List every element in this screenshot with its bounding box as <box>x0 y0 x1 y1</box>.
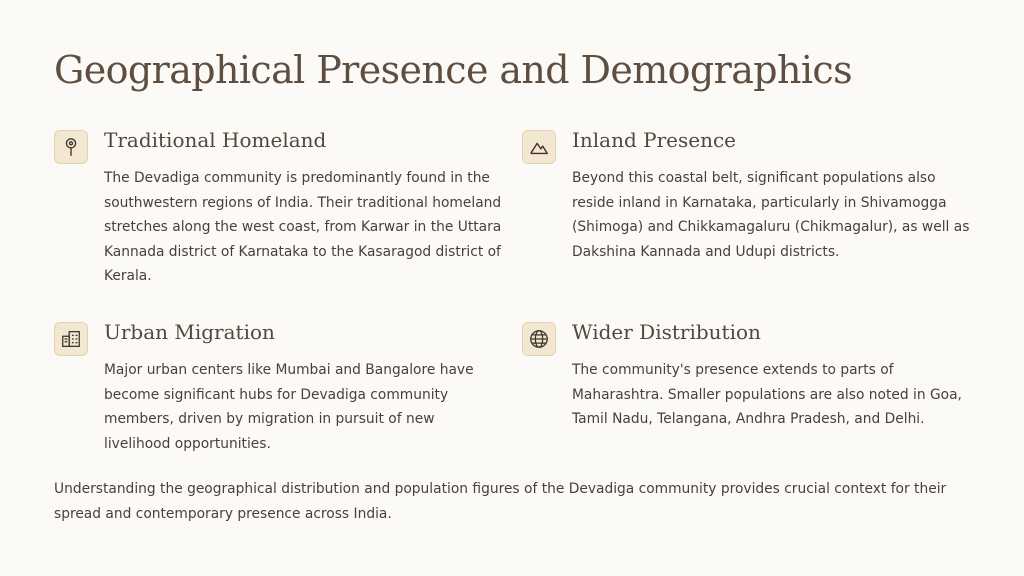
map-pin-icon <box>54 130 88 164</box>
mountain-icon <box>522 130 556 164</box>
card-heading: Urban Migration <box>104 320 275 344</box>
buildings-icon <box>54 322 88 356</box>
card-heading: Inland Presence <box>572 128 737 152</box>
page-title: Geographical Presence and Demographics <box>54 48 853 92</box>
card-body: The community's presence extends to parts of Maharashtra. Smaller populations are also noted in Goa, Tamil Nadu, Telangana, Andhra Pradesh, and Delhi. <box>572 362 962 427</box>
summary-text: Understanding the geographical distribution and population figures of the Devadiga community provides crucial context for their spread and contemporary presence across India. <box>54 481 947 522</box>
card-body: Beyond this coastal belt, significant populations also reside inland in Karnataka, particularly in Shivamogga (Shimoga) and Chikkamagaluru (Chikmagalur), as well as Dakshina Kannada and Udupi districts. <box>572 170 970 260</box>
globe-icon <box>522 322 556 356</box>
card-heading: Traditional Homeland <box>104 128 327 152</box>
card-body: The Devadiga community is predominantly found in the southwestern regions of India. Their traditional homeland stretches along the west coast, from Karwar in the Uttara Kannada district of Karnataka to the Kasaragod district of Kerala. <box>104 170 502 284</box>
card-heading: Wider Distribution <box>572 320 761 344</box>
card-body: Major urban centers like Mumbai and Bangalore have become significant hubs for Devadiga community members, driven by migration in pursuit of new livelihood opportunities. <box>104 362 474 452</box>
